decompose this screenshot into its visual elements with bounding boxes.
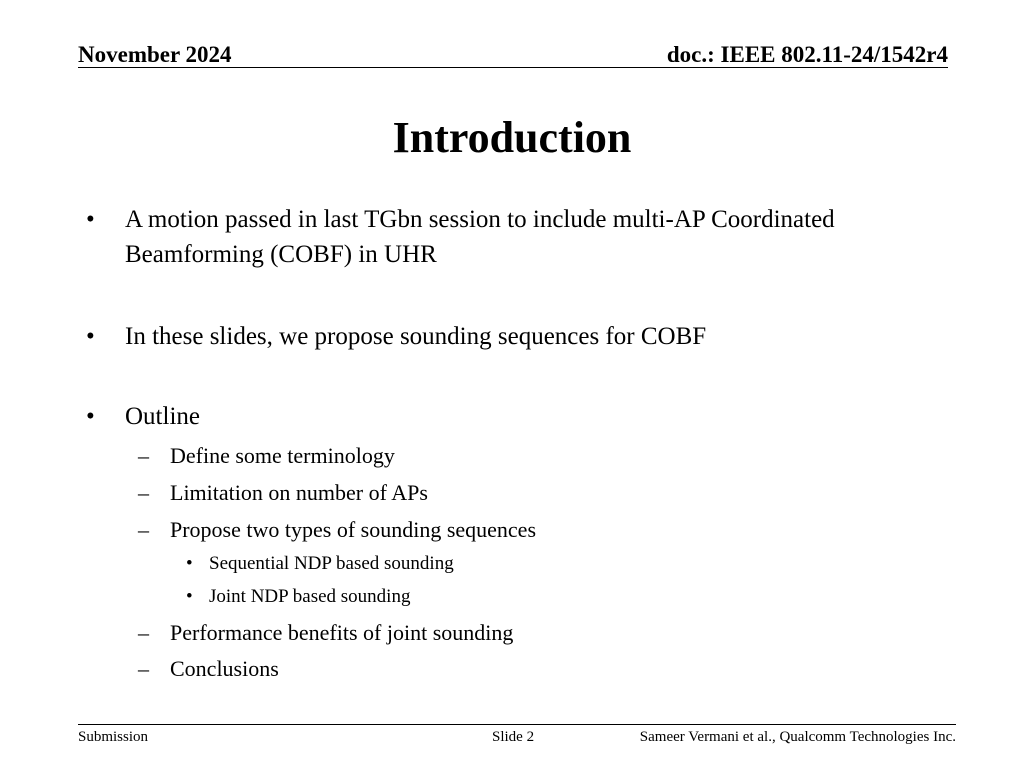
header-divider bbox=[78, 67, 948, 68]
subsubitem-marker: • bbox=[186, 553, 193, 574]
bullet-text-line: A motion passed in last TGbn session to include multi-AP Coordinated bbox=[125, 206, 835, 233]
footer-submission: Submission bbox=[78, 729, 149, 745]
bullet-marker: • bbox=[86, 403, 95, 430]
header-doc-id: doc.: IEEE 802.11-24/1542r4 bbox=[666, 42, 948, 67]
footer-slide-number: Slide 2 bbox=[492, 729, 535, 745]
footer-divider bbox=[78, 724, 956, 725]
subsubitem-text: Joint NDP based sounding bbox=[209, 586, 411, 607]
subitem-marker: – bbox=[138, 443, 149, 468]
subitem-text: Conclusions bbox=[170, 656, 279, 681]
slide-title: Introduction bbox=[392, 113, 632, 162]
subsubitem-marker: • bbox=[186, 586, 193, 607]
subitem-text: Limitation on number of APs bbox=[170, 480, 428, 505]
bullet-marker: • bbox=[86, 206, 95, 233]
subsubitem-text: Sequential NDP based sounding bbox=[209, 553, 454, 574]
subitem-marker: – bbox=[138, 656, 149, 681]
header-date: November 2024 bbox=[78, 42, 232, 67]
bullet-marker: • bbox=[86, 323, 95, 350]
subitem-text: Propose two types of sounding sequences bbox=[170, 517, 537, 542]
bullet-text-line: Beamforming (COBF) in UHR bbox=[125, 241, 437, 268]
footer-author: Sameer Vermani et al., Qualcomm Technologies Inc. bbox=[639, 729, 956, 745]
subitem-marker: – bbox=[138, 480, 149, 505]
bullet-text: In these slides, we propose sounding sequences for COBF bbox=[125, 323, 707, 350]
subitem-text: Define some terminology bbox=[170, 443, 395, 468]
subitem-marker: – bbox=[138, 620, 149, 645]
subitem-text: Performance benefits of joint sounding bbox=[170, 620, 514, 645]
bullet-text-outline: Outline bbox=[125, 403, 200, 430]
subitem-marker: – bbox=[138, 517, 149, 542]
